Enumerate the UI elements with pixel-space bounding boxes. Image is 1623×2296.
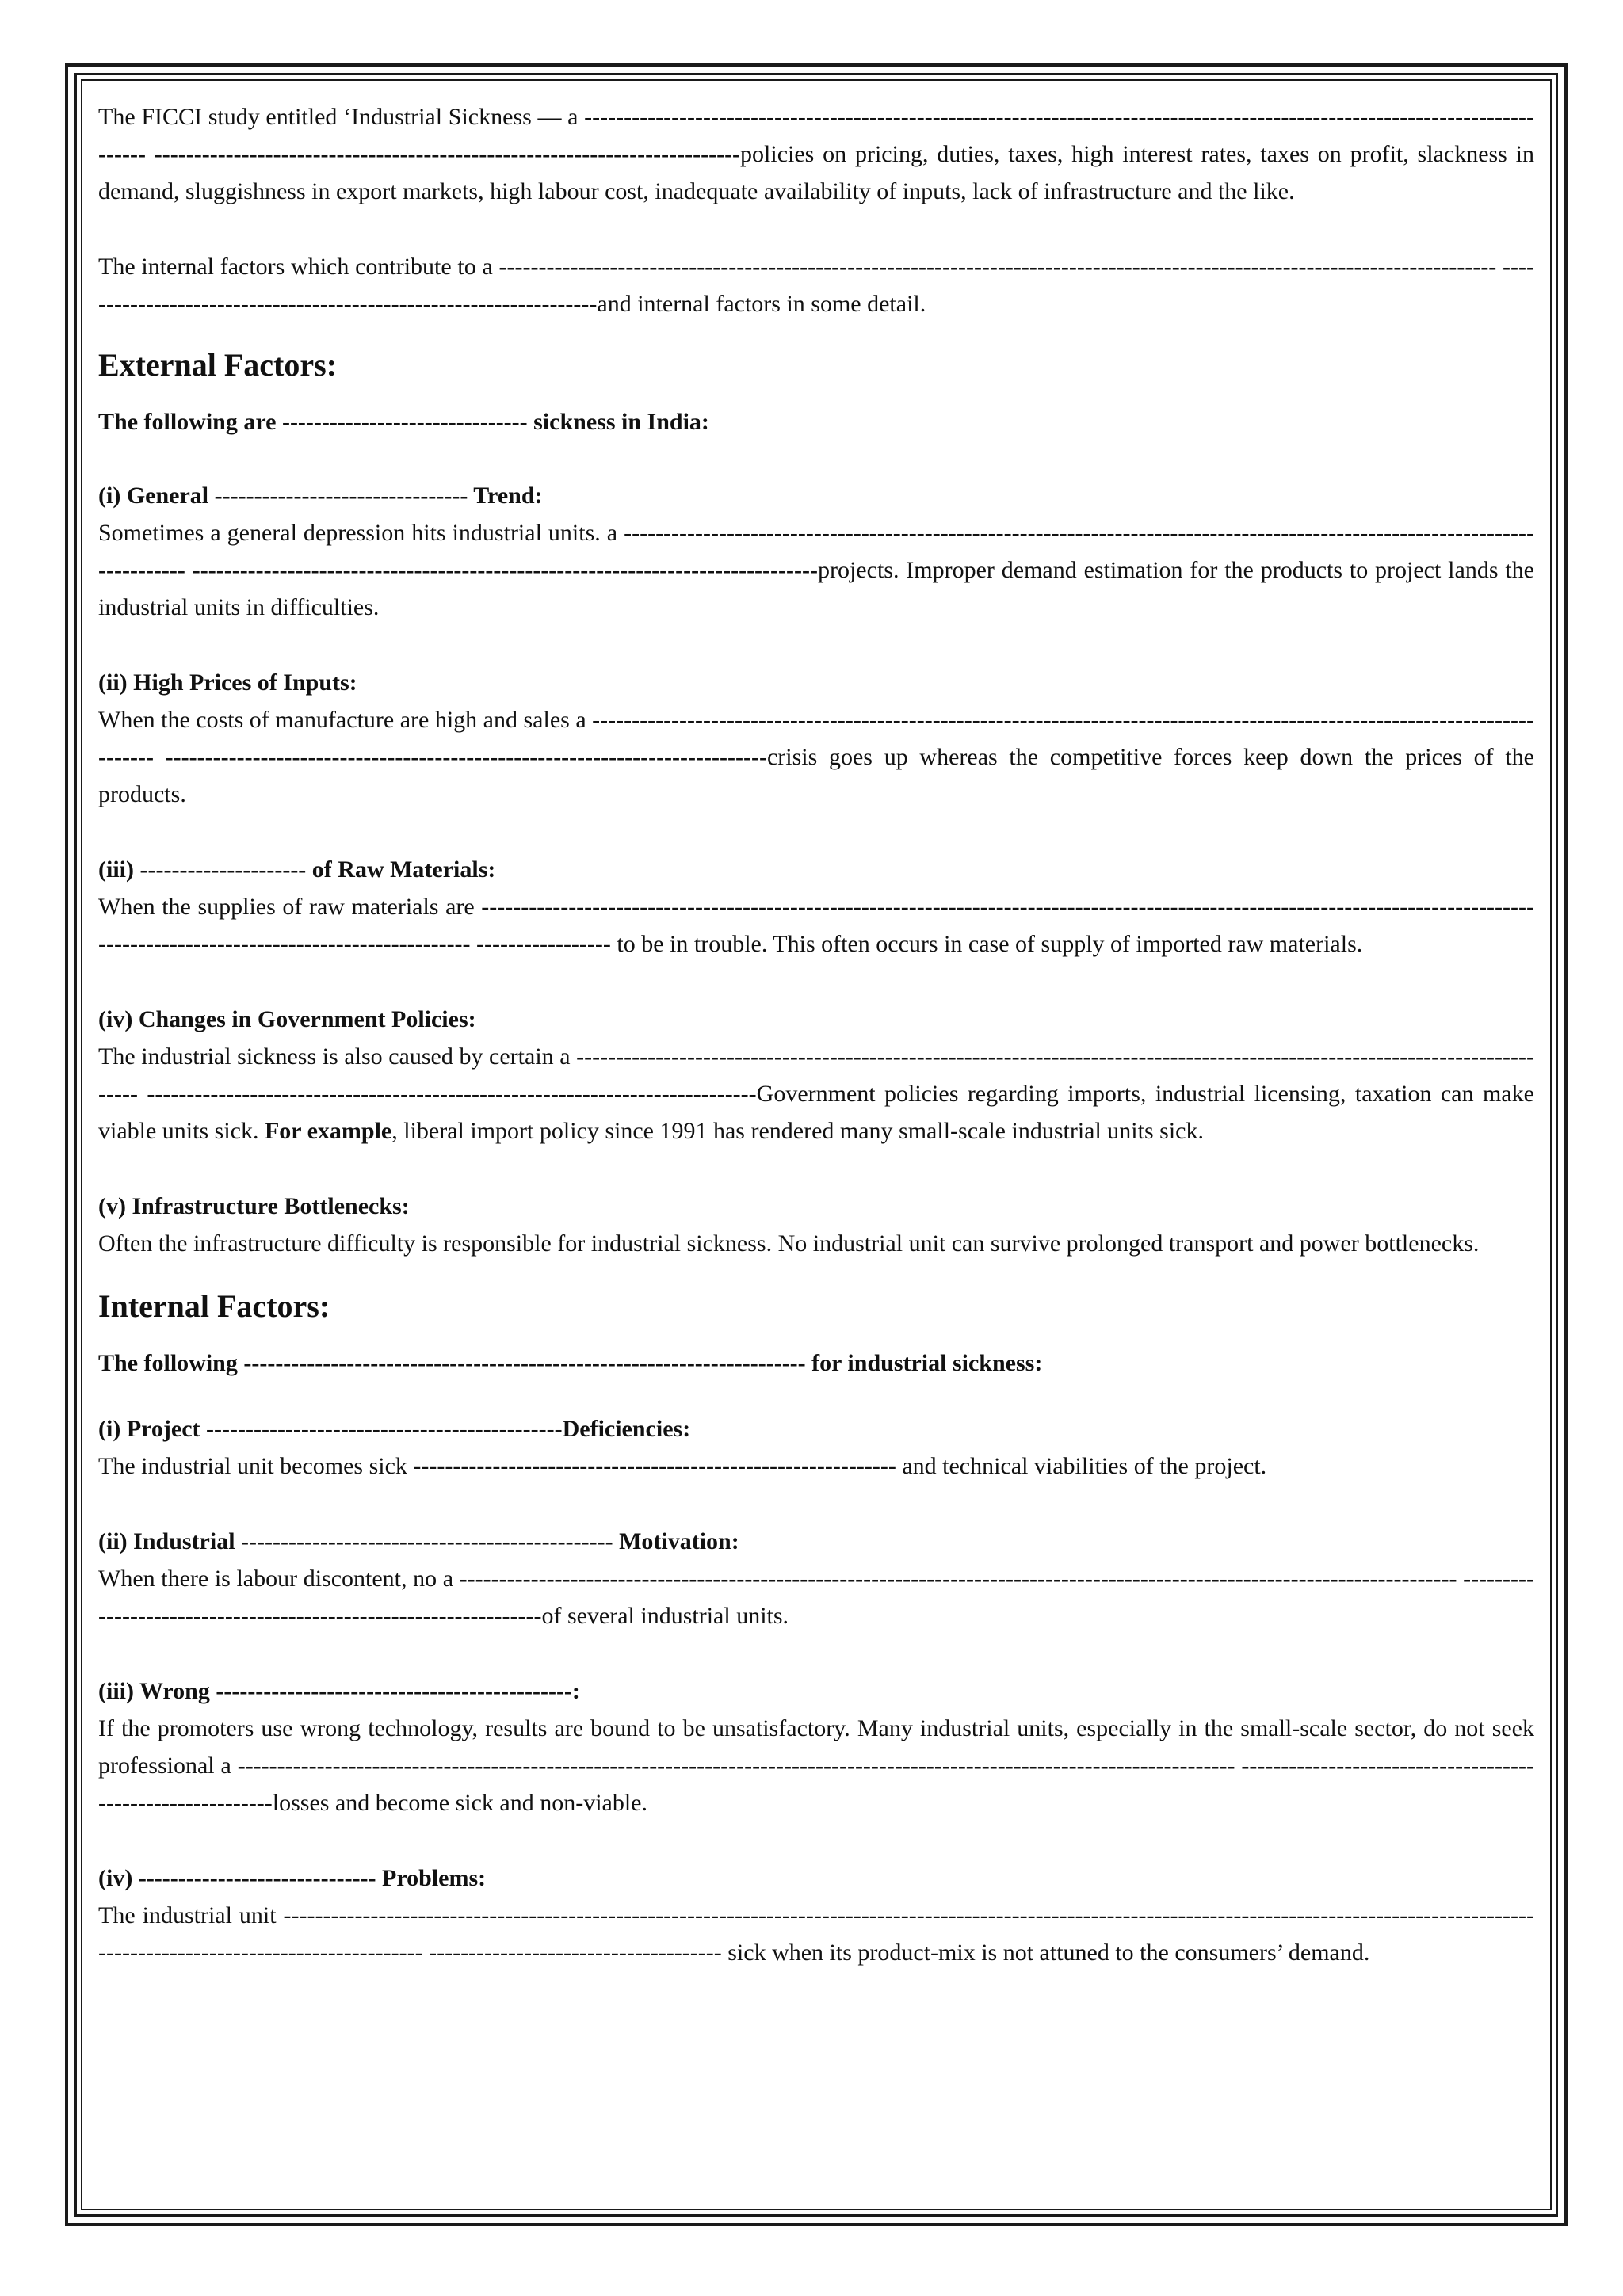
blank-dashes: ------------------------------------------------------------------------------------------------------------------------------ xyxy=(498,254,1497,280)
text-start: The industrial unit xyxy=(98,1902,284,1928)
text-start: If the promoters use wrong technology, results are bound to be unsatisfactory. Many industrial units, especially in the small-scale sector, do not seek professional a xyxy=(98,1715,1534,1779)
external-item-5-text: Often the infrastructure difficulty is responsible for industrial sickness. No industrial unit can survive prolonged transport and power bottlenecks. xyxy=(98,1230,1480,1257)
intro-p2-end: and internal factors in some detail. xyxy=(597,291,926,317)
external-lead xyxy=(98,403,1534,441)
section-heading-internal: Internal Factors: xyxy=(98,1288,330,1324)
external-item-4-text xyxy=(98,1038,1534,1150)
internal-item-3-text xyxy=(98,1710,1534,1821)
blank-dashes: ----------------------------------------------- xyxy=(241,1528,613,1554)
title-start: (i) Project xyxy=(98,1416,207,1442)
title-end: of Raw Materials: xyxy=(306,856,496,883)
text-start: The industrial unit becomes sick xyxy=(98,1453,414,1479)
internal-lead xyxy=(98,1344,1534,1382)
external-item-2-title: (ii) High Prices of Inputs: xyxy=(98,669,357,696)
blank-dashes: ----------------------------------------------------------------------- xyxy=(243,1350,806,1376)
blank-dashes: ------------------------------- xyxy=(281,409,528,435)
intro-paragraph-2 xyxy=(98,248,1534,322)
title-start: (iv) xyxy=(98,1865,139,1891)
text-start: When there is labour discontent, no a xyxy=(98,1566,460,1592)
blank-dashes: ------------------------------------------------------------------------------------------------------------------------------ xyxy=(459,1566,1457,1592)
text-end: of several industrial units. xyxy=(541,1603,789,1629)
external-item-5-title: (v) Infrastructure Bottlenecks: xyxy=(98,1193,410,1219)
external-lead-start: The following are xyxy=(98,409,282,435)
blank-dashes: ---------------------------------------------------------------------------- xyxy=(165,744,767,770)
title-end: Deficiencies: xyxy=(562,1416,691,1442)
blank-dashes: ----------------- xyxy=(476,931,611,957)
external-item-3-text xyxy=(98,888,1534,963)
internal-item-4-text xyxy=(98,1897,1534,1971)
blank-dashes: ----------------------------------------------------------------- xyxy=(98,1566,1534,1629)
blank-dashes: ------------------------------------------------------------------------------------------------------------------------------ xyxy=(98,104,1534,167)
text-mid: Government policies regarding imports, industrial licensing, taxation can make viable units sick. xyxy=(98,1081,1534,1144)
text-start: The industrial sickness is also caused by certain a xyxy=(98,1043,577,1070)
text-start: Sometimes a general depression hits industrial units. a xyxy=(98,520,624,546)
blank-dashes: ------------------------------------------------------------------------------------------------------------------------------------------------------------------------------------------------------- xyxy=(98,1902,1534,1966)
blank-dashes: -------------------------------- xyxy=(214,482,468,509)
document-body xyxy=(98,98,1534,1971)
blank-dashes: ------------------------------------------------------------- xyxy=(413,1453,896,1479)
text-start: When the costs of manufacture are high and sales a xyxy=(98,707,593,733)
text-bold: For example xyxy=(264,1118,392,1144)
blank-dashes: ------------------------------------------------------------------------------------------------------------------------------ xyxy=(98,520,1534,583)
title-start: (iii) xyxy=(98,856,140,883)
internal-item-3-title xyxy=(98,1672,1534,1710)
text-end: projects. Improper demand estimation for the products to project lands the industrial units in difficulties. xyxy=(98,557,1534,620)
external-item-4-title: (iv) Changes in Government Policies: xyxy=(98,1006,476,1032)
blank-dashes: --------------------- xyxy=(139,856,307,883)
title-start: (iii) Wrong xyxy=(98,1678,216,1704)
blank-dashes: --------------------------------------------- xyxy=(216,1678,572,1704)
text-end: to be in trouble. This often occurs in case of supply of imported raw materials. xyxy=(610,931,1363,957)
internal-lead-end: for industrial sickness: xyxy=(805,1350,1043,1376)
blank-dashes: -------------------------------------------------------------------------- xyxy=(154,141,741,167)
blank-dashes: ------------------------------------------------------------------------------------------------------------------------------ xyxy=(98,1043,1534,1107)
title-end: Problems: xyxy=(376,1865,487,1891)
intro-paragraph-1 xyxy=(98,98,1534,210)
intro-p2-start: The internal factors which contribute to a xyxy=(98,254,499,280)
blank-dashes: ------------------------------------------------------------------------------------------------------------------------------------------------------------------------------------ xyxy=(98,894,1534,957)
internal-item-4-title xyxy=(98,1859,1534,1897)
internal-item-1-text xyxy=(98,1447,1534,1485)
external-item-1-text xyxy=(98,514,1534,626)
blank-dashes: ------------------------------------------------------------------------------------------------------------------------------ xyxy=(237,1753,1235,1779)
internal-lead-start: The following xyxy=(98,1350,244,1376)
external-item-1-title xyxy=(98,477,1534,514)
title-start: (i) General xyxy=(98,482,215,509)
internal-item-1-title xyxy=(98,1410,1534,1447)
text-end: , liberal import policy since 1991 has rendered many small-scale industrial units sick. xyxy=(391,1118,1204,1144)
blank-dashes: ------------------------------------------------------------------- xyxy=(98,254,1535,317)
title-start: (ii) Industrial xyxy=(98,1528,242,1554)
blank-dashes: ------------------------------ xyxy=(138,1865,376,1891)
blank-dashes: --------------------------------------------- xyxy=(206,1416,563,1442)
internal-item-2-title xyxy=(98,1523,1534,1560)
text-end: crisis goes up whereas the competitive forces keep down the prices of the products. xyxy=(98,744,1535,807)
text-end: losses and become sick and non-viable. xyxy=(272,1790,647,1816)
external-item-3-title xyxy=(98,851,1534,888)
text-end: sick when its product-mix is not attuned to the consumers’ demand. xyxy=(721,1939,1370,1966)
internal-item-2-text xyxy=(98,1560,1534,1634)
text-start: When the supplies of raw materials are xyxy=(98,894,482,920)
blank-dashes: ------------------------------------------------------------------------------------------------------------------------------ xyxy=(98,707,1534,770)
section-heading-external: External Factors: xyxy=(98,347,338,383)
external-item-2-text xyxy=(98,701,1534,813)
title-end: Motivation: xyxy=(613,1528,739,1554)
blank-dashes: ----------------------------------------------------------------------------- xyxy=(147,1081,757,1107)
text-end: and technical viabilities of the project. xyxy=(896,1453,1267,1479)
blank-dashes: ------------------------------------- xyxy=(429,1939,722,1966)
external-lead-end: sickness in India: xyxy=(527,409,709,435)
title-end: Trend: xyxy=(468,482,543,509)
blank-dashes: ----------------------------------------------------------- xyxy=(98,1753,1534,1816)
intro-p1-end: policies on pricing, duties, taxes, high interest rates, taxes on profit, slackness in demand, sluggishness in export markets, high labour cost, inadequate availability of inputs, lack of infrastructure and the like. xyxy=(98,141,1534,204)
title-end: : xyxy=(571,1678,580,1704)
blank-dashes: ------------------------------------------------------------------------------- xyxy=(192,557,818,583)
intro-p1-start: The FICCI study entitled ‘Industrial Sickness — a xyxy=(98,104,585,130)
